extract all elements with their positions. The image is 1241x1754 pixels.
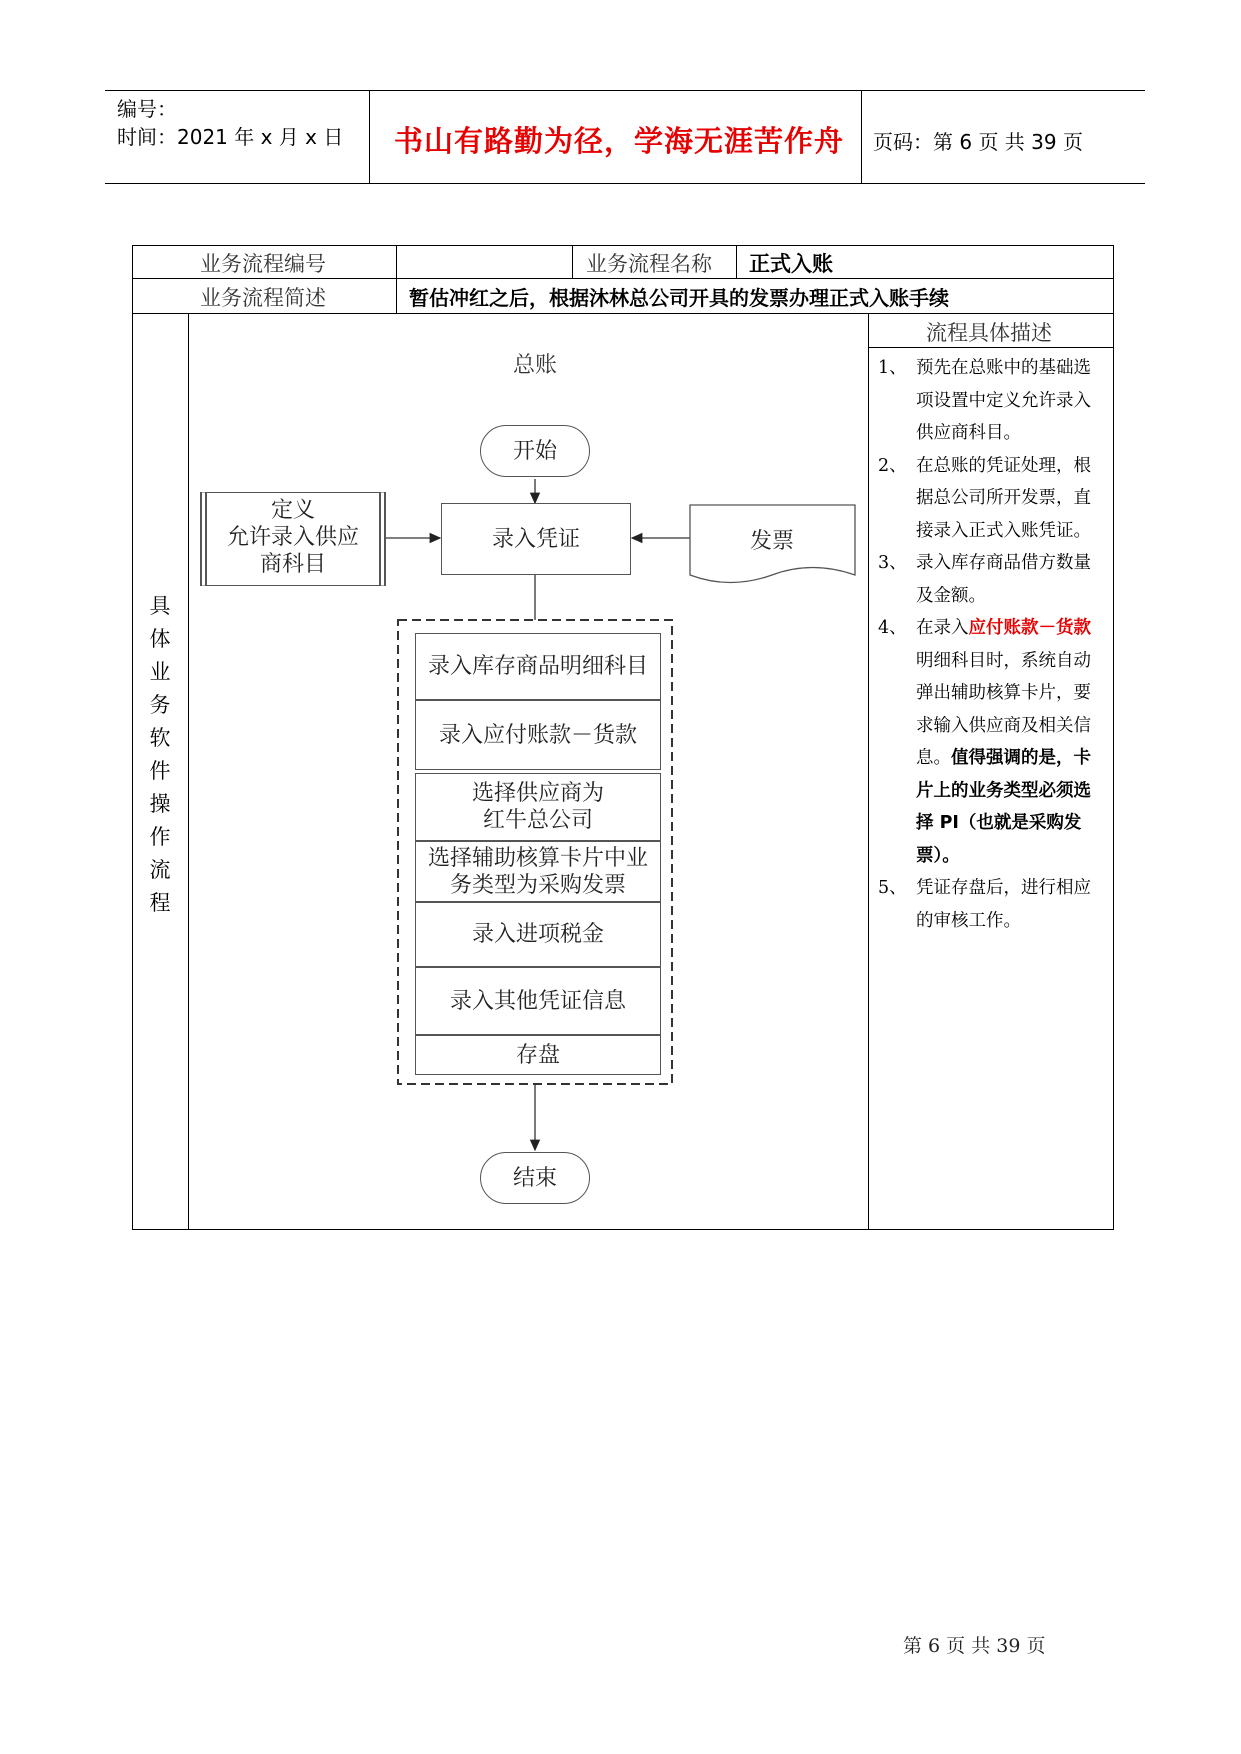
step-input-tax: 录入进项税金 [415,902,661,967]
process-summary-value: 暂估冲红之后，根据沐林总公司开具的发票办理正式入账手续 [409,286,949,310]
desc-item-text: 录入库存商品借方数量及金额。 [916,553,1091,606]
define-line: 定义 [270,498,315,523]
invoice-label: 发票 [750,529,795,554]
process-code-label: 业务流程编号 [200,252,326,276]
desc-item-number: 4、 [878,618,907,638]
start-terminator: 开始 [480,425,590,477]
step-line: 选择供应商为 红牛总公司 [471,781,604,833]
vertical-char: 业 [149,660,171,684]
vertical-char: 流 [149,858,171,882]
step-save: 存盘 [415,1035,661,1075]
step-other-voucher-info: 录入其他凭证信息 [415,967,661,1035]
doc-number-label: 编号： [117,97,177,121]
step-inventory-detail: 录入库存商品明细科目 [415,633,661,700]
step-line: 选择辅助核算卡片中业 务类型为采购发票 [427,845,648,898]
define-line: 允许录入供应 [226,525,359,550]
vertical-char: 作 [149,825,171,849]
header-page-label: 页码：第 6 页 共 39 页 [873,130,1083,154]
process-summary-label: 业务流程简述 [200,286,326,310]
vertical-char: 程 [149,891,171,915]
vertical-char: 软 [149,726,171,750]
desc-item-number: 5、 [878,878,907,898]
step-select-supplier [415,773,661,841]
process-name-value: 正式入账 [749,252,833,276]
doc-time-label: 时间：2021 年 x 月 x 日 [117,125,344,149]
desc-item-text: 在总账的凭证处理，根据总公司所开发票，直接录入正式入账凭证。 [916,455,1091,541]
desc-item-number: 2、 [878,455,907,476]
vertical-char: 务 [149,693,171,717]
define-line: 商科目 [259,552,326,577]
vertical-char: 件 [149,759,171,783]
define-supplier-subject-box [200,492,386,586]
vertical-char: 操 [149,792,171,816]
flowchart-title: 总账 [513,353,558,378]
vertical-char: 体 [149,627,171,651]
step-select-business-type [415,841,661,902]
enter-voucher-box: 录入凭证 [441,503,631,575]
header-motto: 书山有路勤为径，学海无涯苦作舟 [394,124,845,158]
desc-item-number: 3、 [878,553,907,573]
page-footer: 第 6 页 共 39 页 [903,1635,1046,1657]
desc-item-text: 明细科目时，系统自动弹出辅助核算卡片，要求输入供应商及相关信息。 [916,650,1091,768]
vertical-char: 具 [149,594,171,618]
desc-item-text: 预先在总账中的基础选项设置中定义允许录入供应商科目。 [916,358,1091,443]
end-terminator: 结束 [480,1152,590,1204]
desc-item-number: 1、 [878,358,907,378]
desc-highlight-red: 应付账款－货款 [968,618,1091,638]
process-name-label: 业务流程名称 [586,252,712,276]
desc-item-text: 在录入 [916,618,969,638]
desc-emphasis-bold: 值得强调的是，卡片上的业务类型必须选择 PI（也就是采购发票）。 [916,748,1091,866]
step-accounts-payable: 录入应付账款－货款 [415,700,661,770]
desc-header: 流程具体描述 [926,321,1052,345]
desc-item-text: 凭证存盘后，进行相应的审核工作。 [916,878,1091,931]
